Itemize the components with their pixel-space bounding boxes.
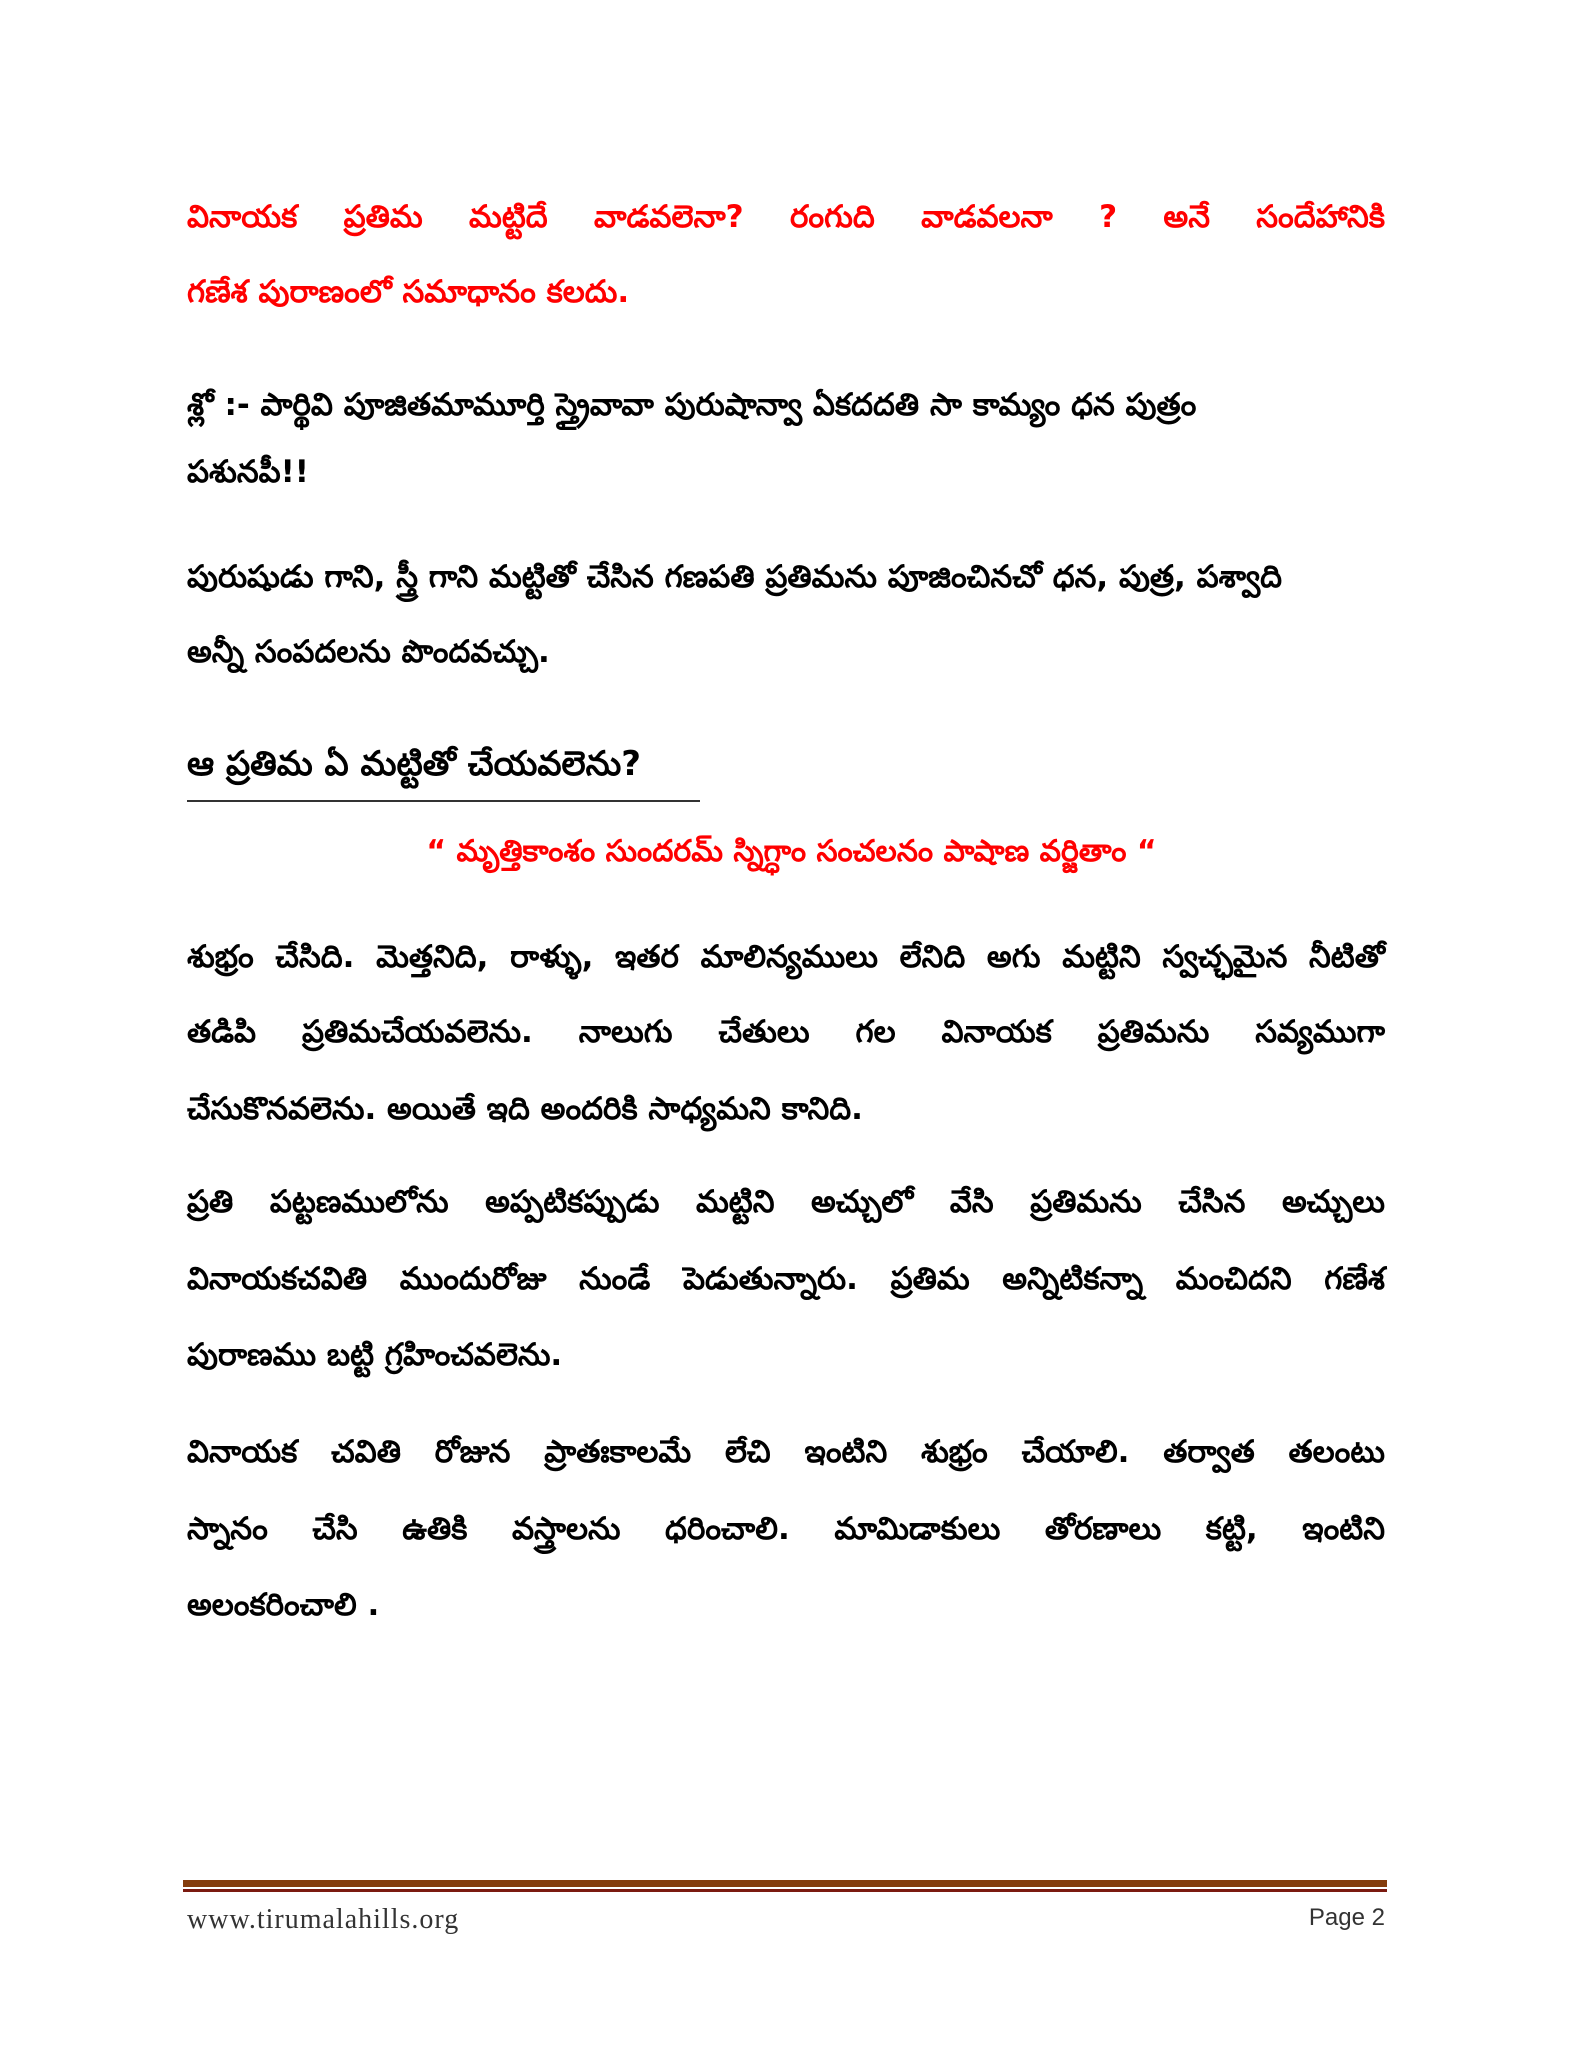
intro-heading-line-1: వినాయక ప్రతిమ మట్టిదే వాడవలెనా? రంగుది వాడవలనా ? అనే సందేహానికి <box>187 199 1385 235</box>
shloka-line-1: శ్లో :- పార్థివి పూజితమామూర్తి స్త్రైవావా పురుషాన్వా ఏకదదతి సా కామ్యం ధన పుత్రం <box>187 387 1197 423</box>
footer-rule-thin <box>183 1889 1387 1892</box>
paragraph-1-line-1: శుభ్రం చేసిది. మెత్తనిది, రాళ్ళు, ఇతర మాలిన్యములు లేనిది అగు మట్టిని స్వచ్ఛమైన నీటితో <box>187 939 1385 975</box>
sanskrit-quote: “ మృత్తికాంశం సుందరమ్ స్నిగ్ధాం సంచలనం పాషాణ వర్జితాం “ <box>426 834 1157 869</box>
section-heading: ఆ ప్రతిమ ఏ మట్టితో చేయవలెను? <box>187 744 641 784</box>
paragraph-1-line-2: తడిపి ప్రతిమచేయవలెను. నాలుగు చేతులు గల వినాయక ప్రతిమను సవ్యముగా <box>187 1014 1385 1050</box>
footer-rule-thick <box>183 1880 1387 1887</box>
paragraph-3-line-2: స్నానం చేసి ఉతికి వస్త్రాలను ధరించాలి. మామిడాకులు తోరణాలు కట్టి, ఇంటిని <box>187 1511 1385 1547</box>
paragraph-3-line-3: అలంకరించాలి . <box>187 1587 380 1623</box>
paragraph-2-line-2: వినాయకచవితి ముందురోజు నుండే పెడుతున్నారు. ప్రతిమ అన్నిటికన్నా మంచిదని గణేశ <box>187 1261 1385 1297</box>
footer-page-number: Page 2 <box>1308 1904 1385 1931</box>
shloka-meaning-line-1: పురుషుడు గాని, స్త్రీ గాని మట్టితో చేసిన గణపతి ప్రతిమను పూజించినచో ధన, పుత్ర, పశ్వాది <box>187 559 1283 595</box>
paragraph-2-line-1: ప్రతి పట్టణములోను అప్పటికప్పుడు మట్టిని అచ్చులో వేసి ప్రతిమను చేసిన అచ్చులు <box>187 1184 1385 1220</box>
shloka-meaning-line-2: అన్నీ సంపదలను పొందవచ్చు. <box>187 634 550 670</box>
footer-website: www.tirumalahills.org <box>187 1904 460 1935</box>
paragraph-1-line-3: చేసుకొనవలెను. అయితే ఇది అందరికి సాధ్యమని కానిది. <box>187 1091 863 1127</box>
paragraph-2-line-3: పురాణము బట్టి గ్రహించవలెను. <box>187 1337 563 1373</box>
section-heading-underline <box>187 800 700 802</box>
paragraph-3-line-1: వినాయక చవితి రోజున ప్రాతఃకాలమే లేచి ఇంటిని శుభ్రం చేయాలి. తర్వాత తలంటు <box>187 1434 1385 1470</box>
shloka-line-2: పశునపీ!! <box>187 454 309 490</box>
intro-heading-line-2: గణేశ పురాణంలో సమాధానం కలదు. <box>187 274 630 310</box>
